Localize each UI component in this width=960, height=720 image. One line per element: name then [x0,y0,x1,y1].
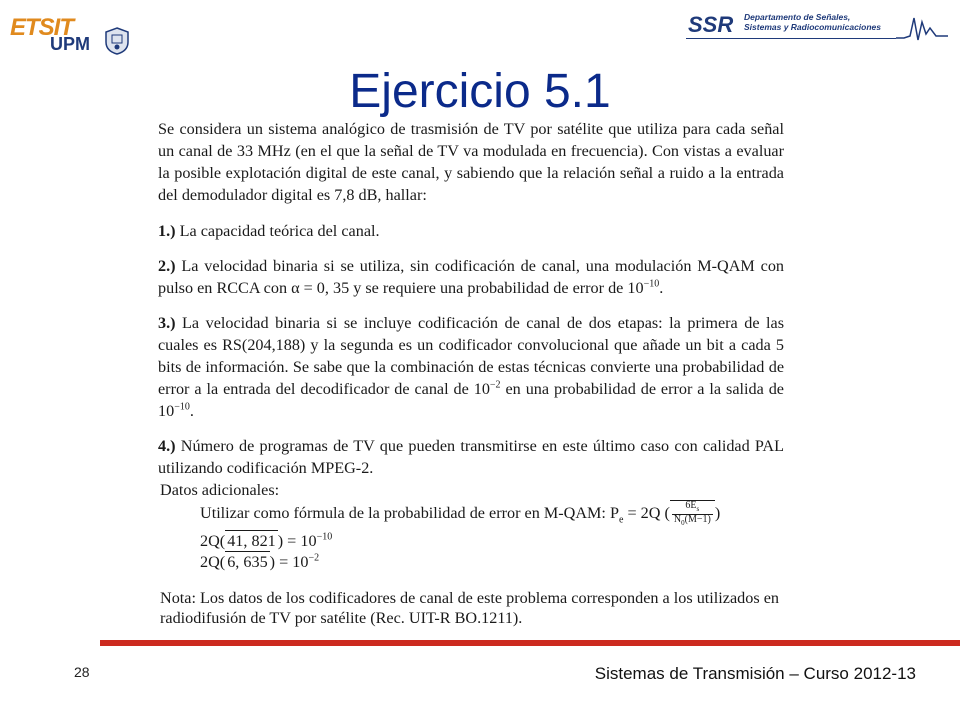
formula-sqrt [670,500,715,528]
q-sqrt-arg: 6, 635 [227,553,268,572]
item-number: 4.) [158,437,176,455]
item-text: La velocidad binaria si se incluye codificación de canal de dos etapas: la primera de las cuales es RS(204,188) y la segunda es un codificador convolucional que añade un bit a cada 5 bits de información. Se sabe que la combinación de estas técnicas convierte una probabilidad de error a la entrada del decodificador de canal de 10 [158,314,784,398]
formula-text: Utilizar como fórmula de la probabilidad de error en M-QAM: P [200,504,619,523]
list-item-4 [158,435,784,479]
list-item-3 [158,312,784,422]
denominator-subscript: 0 [681,519,685,527]
fraction-denominator: N [673,514,682,525]
exponent: −10 [316,532,333,544]
formula-fraction [672,501,713,528]
logo-divider [686,38,896,39]
exponent: −2 [308,553,320,565]
additional-data-title: Datos adicionales: [160,481,280,499]
list-item-2 [158,255,784,299]
formula-line [160,500,784,530]
q-value-line-2 [160,551,784,572]
formula-equals: = 2Q ( [623,504,670,523]
q-prefix: 2Q( [200,532,226,551]
q-prefix: 2Q( [200,553,226,572]
q-result: ) = 10 [269,553,309,572]
q-result: ) = 10 [277,532,317,551]
signal-wave-icon [896,14,948,42]
item-text: Número de programas de TV que pueden transmitirse en este último caso con calidad PAL utilizando codificación MPEG-2. [158,437,785,477]
fraction-numerator: 6E [685,500,697,511]
etsit-logo-text: ETSIT [10,14,74,41]
q-value-line-1 [160,530,784,551]
item-text-end: . [659,279,664,297]
item-text: La capacidad teórica del canal. [179,222,380,240]
numerator-subscript: s [696,505,700,513]
university-crest-icon [102,26,132,56]
item-number: 2.) [158,257,176,275]
page-number: 28 [74,664,90,680]
department-name-line1: Departamento de Señales, [744,12,851,22]
exponent: −10 [174,401,190,413]
course-title: Sistemas de Transmisión – Curso 2012-13 [594,664,916,683]
item-number: 3.) [158,314,176,332]
ssr-department-logo [686,8,948,42]
etsit-upm-logo [10,14,130,54]
exponent: −10 [643,278,660,290]
denominator-rest: (M−1) [684,514,711,525]
intro-paragraph: Se considera un sistema analógico de trasmisión de TV por satélite que utiliza para cada señal un canal de 33 MHz (en el que la señal de TV va modulada en frecuencia). Con vistas a evaluar la posible explotación digital de este canal, y sabiendo que la relación señal a ruido a la entrada del demodulador digital es 7,8 dB, hallar: [158,120,784,204]
ssr-logo-text: SSR [688,12,734,37]
additional-data [160,480,784,572]
upm-logo-text: UPM [50,34,90,54]
item-text-end: . [189,402,194,420]
item-text: La velocidad binaria si se utiliza, sin codificación de canal, una modulación M-QAM con pulso en RCCA con α = 0, 35 y se requiere una probabilidad de error de 10 [158,257,785,297]
item-text-mid: en una probabilidad de error a la salida de 10 [158,380,784,420]
note-paragraph: Nota: Los datos de los codificadores de canal de este problema corresponden a los utilizados en radiodifusión de TV por satélite (Rec. UIT-R BO.1211). [160,589,779,628]
problem-statement [158,118,784,645]
item-number: 1.) [158,222,176,240]
formula-subscript: e [618,514,624,526]
footer-divider [100,640,960,646]
list-item-1 [158,220,784,242]
q-sqrt-arg: 41, 821 [227,532,276,551]
formula-close: ) [714,504,721,523]
slide-title: Ejercicio 5.1 [349,65,611,118]
department-name-line2: Sistemas y Radiocomunicaciones [744,22,881,32]
exponent: −2 [489,379,501,391]
